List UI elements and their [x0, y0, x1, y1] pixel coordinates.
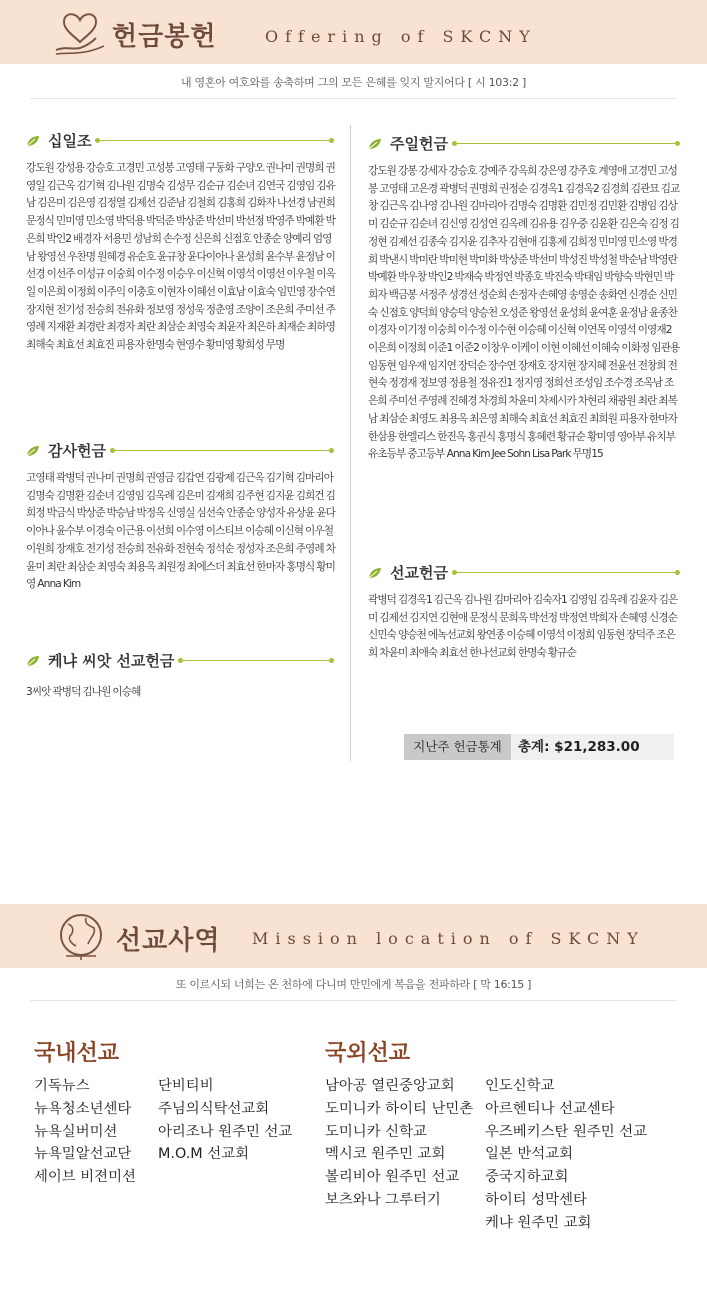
- heading-end-dot: [675, 570, 680, 575]
- thanks-title: 감사헌금: [48, 442, 106, 460]
- list-item: 중국지하교회: [485, 1169, 569, 1186]
- column-divider: [350, 125, 351, 761]
- heading-end-dot: [675, 141, 680, 146]
- list-item: 주님의식탁선교회: [158, 1100, 270, 1117]
- list-item: 아리조나 원주민 선교: [158, 1123, 293, 1140]
- list-item: 세이브 비젼미션: [34, 1169, 136, 1186]
- list-item: 우즈베키스탄 원주민 선교: [485, 1123, 648, 1140]
- offering-title: 헌금봉헌: [112, 22, 217, 52]
- offering-verse-divider: [30, 98, 677, 99]
- tithe-heading: [26, 130, 334, 151]
- list-item: 일본 반석교회: [485, 1146, 573, 1163]
- canaan-names: 3씨앗 곽병덕 김나원 이승혜: [26, 686, 141, 698]
- heading-rule: [457, 572, 675, 573]
- leaf-icon: [368, 567, 382, 579]
- list-item: 보츠와나 그루터기: [325, 1191, 441, 1208]
- domestic-list-col1: [34, 1075, 136, 1189]
- weekly-total-value: 총계: $21,283.00: [518, 739, 640, 755]
- list-item: 멕시코 원주민 교회: [325, 1146, 446, 1163]
- heading-rule: [100, 140, 329, 141]
- leaf-icon: [26, 135, 40, 147]
- list-item: 도미니카 신학교: [325, 1123, 427, 1140]
- heart-hands-icon: [52, 6, 108, 58]
- mission-title: 선교사역: [116, 926, 221, 956]
- canaan-heading: [26, 650, 334, 671]
- heading-end-dot: [329, 658, 334, 663]
- list-item: 하이티 성막센타: [485, 1191, 587, 1208]
- list-item: 인도신학교: [485, 1078, 555, 1094]
- weekly-total-label: 지난주 헌금통계: [404, 734, 511, 760]
- heading-rule: [115, 450, 329, 451]
- sunday-title: 주일헌금: [390, 135, 448, 153]
- weekly-total-box: [404, 734, 674, 760]
- list-item: 케냐 원주민 교회: [485, 1214, 592, 1231]
- mission-offering-names: 곽병덕 김경옥1 김근옥 김나원 김마리아 김숙자1 김영임 김옥례 김윤자 김은미 김제선 김지연 김현애 문정식 문희옥 박선정 박정연 박희자 손혜영 신경순 신민숙 양승천 에녹선교회 왕연종 이승혜 이영석 이정희 임동현 장덕주 조은희 차윤미 최애숙 최효선 한나선교회 한명숙 황규순: [368, 594, 678, 660]
- globe-icon: [56, 910, 106, 962]
- list-item: 볼리비아 원주민 선교: [325, 1169, 460, 1186]
- sunday-heading: [368, 133, 680, 154]
- heading-rule: [183, 660, 329, 661]
- tithe-names: 강도원 강성용 강승호 고경민 고성봉 고영태 구동화 구양오 권나미 권명희 권영일 김근옥 김기혁 김나원 김명숙 김성무 김순규 김순녀 김연국 김영임 김유남 김은미 김은영 김정열 김제선 김준남 김철희 김홍희 김화자 나선경 남권희 문정식 민미영 민소영 박덕용 박덕준 박상준 박선미 박선정 박영주 박예환 박은희 박인2 배경자 서용민 성남희 손수정 신은희 신점호 안종순 양예리 엄영남 왕영선 우찬명 원혜경 유순호 윤규창 윤다이아나 윤성희 윤수부 윤정남 이선경 이선주 이성규 이숭희 이수정 이승우 이신혁 이영석 이영선 이우철 이옥일 이은희 이정희 이주익 이충호 이현자 이혜선 이효남 이효숙 임민영 장수연 장지현 전기성 전승희 전유화 정보영 정성욱 정춘영 조양이 조은희 주미선 주영례 지재환 최경란 최경자 최란 최삼순 최영숙 최윤자 최은하 최재순 최하영 최해숙 최효선 최효진 피용자 한명숙 현영수 황미영 황희성 무명: [26, 162, 336, 352]
- mission-offering-title: 선교헌금: [390, 564, 448, 582]
- leaf-icon: [26, 445, 40, 457]
- mission-verse: 또 이르시되 너희는 온 천하에 다니며 만민에게 복음을 전파하라 [ 막 16:15 ]: [175, 978, 532, 991]
- leaf-icon: [368, 138, 382, 150]
- mission-verse-divider: [30, 1000, 677, 1001]
- domestic-list-col2: [158, 1075, 292, 1166]
- domestic-mission-title: 국내선교: [34, 1041, 120, 1066]
- offering-verse: 내 영혼아 여호와를 송축하며 그의 모든 은혜를 잊지 말지어다 [ 시 103:2 ]: [180, 76, 527, 89]
- heading-end-dot: [329, 448, 334, 453]
- overseas-mission-title: 국외선교: [325, 1041, 411, 1066]
- list-item: 기독뉴스: [34, 1078, 90, 1094]
- list-item: 뉴욕실버미션: [34, 1123, 118, 1140]
- sunday-names: 강도원 강봉 강세자 강승호 강예주 강옥희 강은영 강주호 계영애 고경민 고성봉 고영태 고은경 곽병덕 권명희 권정순 김경옥1 김경옥2 김경희 김관묘 김교창 김근옥 김나영 김나원 김마리아 김명숙 김명환 김민정 김민환 김병임 김상미 김순규 김순녀 김신영 김성연 김옥례 김유용 김우중 김윤환 김은숙 김정 김정현 김제선 김종숙 김지윤 김추자 김현애 김홍제 김희정 민미영 민소영 박경희 박낸시 박미란 박미현 박미화 박상준 박선미 박성진 박성철 박순남 박영란 박예환 박우창 박인2 박재숙 박정연 박종호 박진숙 박태임 박향숙 박현민 박희자 백금봉 서정주 성경선 성순희 손정자 손혜영 송영순 송화연 신경순 신민숙 신점호 양덕희 양승덕 양승천 오성준 왕영선 윤성희 윤여훈 윤정남 윤종찬 이경자 이기정 이숭희 이수정 이수현 이승혜 이신혁 이연목 이영석 이영재2 이은희 이정희 이준1 이준2 이창우 이케이 이현 이혜선 이혜숙 이화정 임관용 임동현 임우재 임지연 장덕순 장수연 장재호 장지현 장지혜 전윤선 전창희 전현숙 정경재 정보영 정용철 정유진1 정지영 정희선 조성임 조수경 조옥남 조은희 주미선 주영례 진혜경 차경희 차윤미 차제시카 차현리 채광원 최란 최복남 최삼순 최영도 최용옥 최은영 최해숙 최효선 최효진 최희원 피용자 한마자 한삼용 한엘리스 한진옥 홍권식 홍명식 홍혜련 황규순 황미영 영아부 유치부 유초등부 중고등부 Anna Kim Jee Sohn Lisa Park 무명15: [368, 165, 680, 461]
- thanks-heading: [26, 440, 334, 461]
- mission-subtitle: Mission location of SKCNY: [252, 929, 645, 948]
- mission-offering-heading: [368, 562, 680, 583]
- canaan-title: 케냐 씨앗 선교헌금: [48, 652, 175, 670]
- overseas-list-col1: [325, 1075, 473, 1212]
- list-item: 단비티비: [158, 1078, 214, 1094]
- list-item: 도미니카 하이티 난민촌: [325, 1100, 474, 1117]
- overseas-list-col2: [485, 1075, 647, 1235]
- tithe-title: 십일조: [48, 132, 92, 150]
- thanks-names: 고영태 곽병덕 권나미 권명희 권영금 김갑연 김광제 김근옥 김기혁 김마리아 김명숙 김명환 김순녀 김영임 김옥례 김은미 김재희 김주현 김지윤 김희건 김희정 박금식 박상준 박승남 박정옥 신영실 심선숙 안종순 양성자 유상윤 윤다이아나 윤수부 이경숙 이근용 이선희 이수영 이스티브 이승혜 이신혁 이우철 이원희 장재호 전기성 전승희 전유화 전현숙 정석순 정성자 조은희 주영례 차윤미 최란 최삼순 최영숙 최용옥 최원정 최에스더 최효선 한마자 홍명식 황미영 Anna Kim: [26, 472, 336, 591]
- offering-subtitle: Offering of SKCNY: [265, 27, 537, 46]
- list-item: 뉴욕밀알선교단: [34, 1146, 132, 1163]
- list-item: M.O.M 선교회: [158, 1146, 250, 1163]
- heading-rule: [457, 143, 675, 144]
- heading-end-dot: [329, 138, 334, 143]
- leaf-icon: [26, 655, 40, 667]
- list-item: 아르헨티나 선교센타: [485, 1100, 615, 1117]
- list-item: 뉴욕청소년센타: [34, 1100, 132, 1117]
- list-item: 남아공 열린중앙교회: [325, 1078, 455, 1094]
